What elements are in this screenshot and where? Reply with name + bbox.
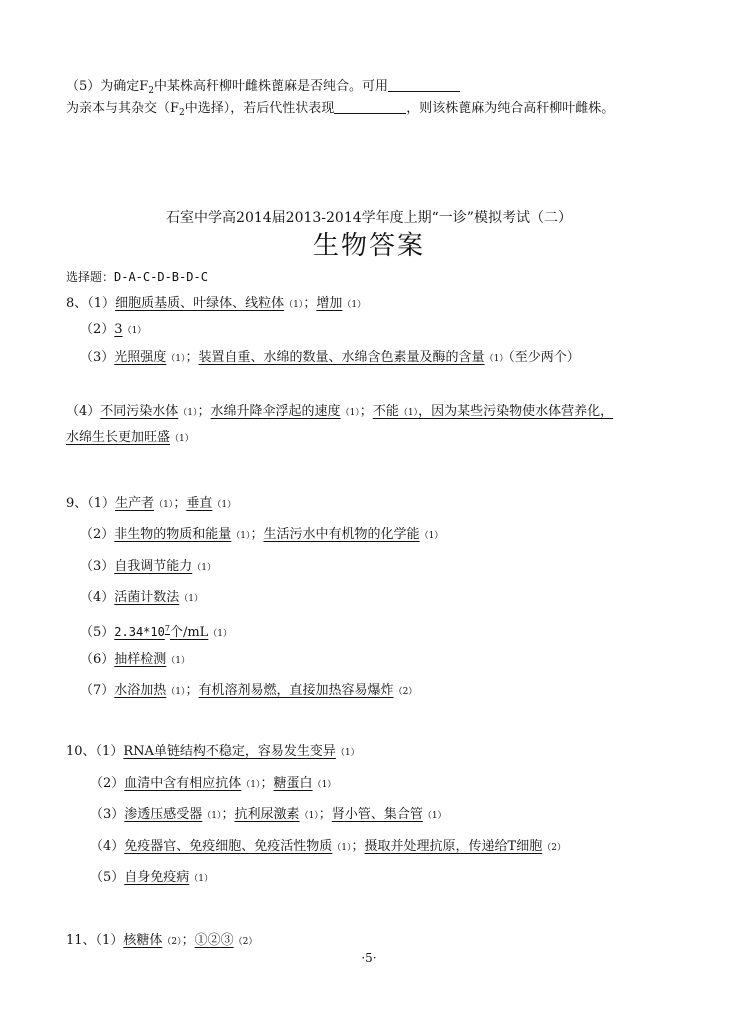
q5-text: 中选择），若后代性状表现 (184, 101, 335, 116)
part-number: （2） (80, 322, 115, 337)
answer-text: 2.34*10 (114, 625, 165, 639)
part-number: （1） (87, 496, 116, 511)
answer-text: 渗透压感受器 (124, 807, 203, 822)
answer-text: 细胞质基质、叶绿体、线粒体 (115, 296, 285, 311)
separator: ； (318, 807, 332, 822)
answer-text: 水绵升降伞浮起的速度 (210, 404, 341, 419)
q5-text: （5）为确定F (66, 79, 149, 94)
q10-line-5 (90, 869, 213, 888)
q5-line-1 (66, 78, 460, 100)
q9-line-5 (80, 620, 232, 643)
separator: ； (250, 527, 264, 542)
superscript: 7 (164, 624, 170, 633)
score: （1） (189, 874, 214, 884)
part-number: （5） (80, 625, 115, 640)
score: （2） (162, 937, 182, 947)
score: （1） (192, 563, 217, 573)
separator: ； (303, 296, 317, 311)
q5-text: 中某株高秆柳叶雌株蓖麻是否纯合。可用 (154, 79, 389, 94)
answer-text: 生活污水中有机物的化学能 (263, 527, 420, 542)
q5-line-2 (66, 100, 614, 122)
answer-text: 核糖体 (123, 933, 163, 948)
page-title: 生物答案 (312, 231, 425, 261)
separator: ； (197, 404, 211, 419)
part-number: （4） (90, 839, 125, 854)
score: （1） (312, 780, 337, 790)
answer-text: 抽样检测 (114, 652, 167, 667)
score: （1） (208, 629, 233, 639)
q5-subscript: 2 (148, 86, 155, 96)
part-number: （5） (90, 870, 125, 885)
answer-text: 非生物的物质和能量 (114, 527, 232, 542)
part-number: （3） (80, 350, 115, 365)
score: （1） (179, 594, 204, 604)
answer-text: 光照强度 (114, 350, 167, 365)
q9-line-3 (80, 558, 216, 577)
answer-text: 自我调节能力 (114, 559, 193, 574)
answer-text: 水绵生长更加旺盛 (66, 430, 171, 445)
answer-text: 垂直 (186, 496, 213, 511)
score: （2） (393, 687, 418, 697)
score: （1） (484, 354, 509, 364)
q10-line-4 (90, 838, 566, 857)
answer-text: 自身免疫病 (124, 870, 190, 885)
answer-text: 抗利尿激素 (234, 807, 300, 822)
answer-blank (388, 79, 460, 92)
score: （1） (422, 811, 447, 821)
answer-text: 增加 (316, 296, 343, 311)
answer-text: 装置自重、水绵的数量、水绵含色素量及酶的含量 (198, 350, 485, 365)
q8-line-1 (66, 295, 366, 314)
part-number: （1） (95, 933, 124, 948)
score: （1） (335, 748, 360, 758)
separator: ； (185, 350, 199, 365)
part-number: （7） (80, 683, 115, 698)
q9-line-4 (80, 589, 203, 608)
q8-line-3 (80, 349, 580, 368)
part-number: （1） (95, 744, 124, 759)
score: （1） (122, 326, 147, 336)
separator: ； (351, 839, 365, 854)
part-number: （3） (90, 807, 125, 822)
answer-text: ①②③ (194, 933, 234, 948)
answer-text: 不能 (372, 404, 399, 419)
answer-text: 肾小管、集合管 (331, 807, 423, 822)
question-number: 10、 (66, 744, 96, 759)
answer-text: 糖蛋白 (273, 776, 313, 791)
separator: ； (185, 683, 199, 698)
answer-text: 摄取并处理抗原，传递给T细胞 (364, 839, 543, 854)
part-number: （1） (87, 296, 116, 311)
score: （1） (342, 300, 367, 310)
q9-line-7 (80, 682, 417, 701)
answer-text: 个/mL (169, 625, 209, 640)
question-number: 11、 (66, 933, 96, 948)
part-number: （6） (80, 652, 115, 667)
score: （1） (170, 434, 194, 444)
answer-text: 血清中含有相应抗体 (124, 776, 242, 791)
q5-text: ，则该株蓖麻为纯合高秆柳叶雌株。 (406, 101, 615, 116)
q10-line-3 (90, 806, 447, 825)
part-number: （4） (80, 590, 115, 605)
score: （1） (231, 531, 251, 541)
q5-text: 为亲本与其杂交（F (66, 101, 180, 116)
score: （1） (398, 408, 419, 418)
question-number: 8、 (66, 296, 88, 311)
q10-line-1 (66, 743, 360, 762)
answer-text: ，因为某些污染物使水体营养化， (418, 404, 614, 419)
part-number: （2） (90, 776, 125, 791)
exam-subtitle: 石室中学高2014届2013-2014学年度上期“一诊”模拟考试（二） (166, 210, 572, 226)
q9-line-2 (80, 526, 443, 545)
note: （至少两个） (508, 350, 580, 365)
score: （2） (542, 843, 566, 853)
answer-text: 不同污染水体 (100, 404, 179, 419)
score: （1） (419, 531, 444, 541)
q9-line-6 (80, 651, 190, 670)
q5-subscript: 2 (179, 108, 185, 118)
score: （2） (233, 937, 258, 947)
score: （1） (154, 500, 174, 510)
score: （1） (284, 300, 304, 310)
score: （1） (241, 780, 261, 790)
separator: ； (359, 404, 373, 419)
part-number: （2） (80, 527, 115, 542)
q8-line-4 (66, 403, 613, 422)
answer-text: 免疫器官、免疫细胞、免疫活性物质 (124, 839, 333, 854)
score: （1） (166, 656, 191, 666)
answer-text: 活菌计数法 (114, 590, 180, 605)
q8-line-2 (80, 321, 146, 340)
part-number: （4） (66, 404, 101, 419)
answer-text: 水浴加热 (114, 683, 167, 698)
score: （1） (166, 687, 186, 697)
part-number: （3） (80, 559, 115, 574)
separator: ； (173, 496, 187, 511)
separator: ； (221, 807, 235, 822)
score: （1） (166, 354, 186, 364)
q9-line-1 (66, 495, 236, 514)
score: （1） (340, 408, 360, 418)
q8-line-5 (66, 429, 194, 448)
q11-line-1 (66, 932, 257, 951)
score: （1） (212, 500, 237, 510)
separator: ； (260, 776, 274, 791)
score: （1） (332, 843, 352, 853)
separator: ； (181, 933, 195, 948)
choice-answers: 选择题：D-A-C-D-B-D-C (66, 270, 208, 284)
q10-line-2 (90, 775, 336, 794)
score: （1） (202, 811, 222, 821)
answer-text: RNA单链结构不稳定，容易发生变异 (123, 744, 336, 759)
answer-text: 3 (114, 322, 123, 337)
answer-blank (334, 101, 406, 114)
score: （1） (178, 408, 198, 418)
question-number: 9、 (66, 496, 88, 511)
answer-text: 生产者 (115, 496, 155, 511)
page-number: ·5· (361, 951, 377, 965)
score: （1） (299, 811, 319, 821)
answer-text: 有机溶剂易燃，直接加热容易爆炸 (198, 683, 394, 698)
